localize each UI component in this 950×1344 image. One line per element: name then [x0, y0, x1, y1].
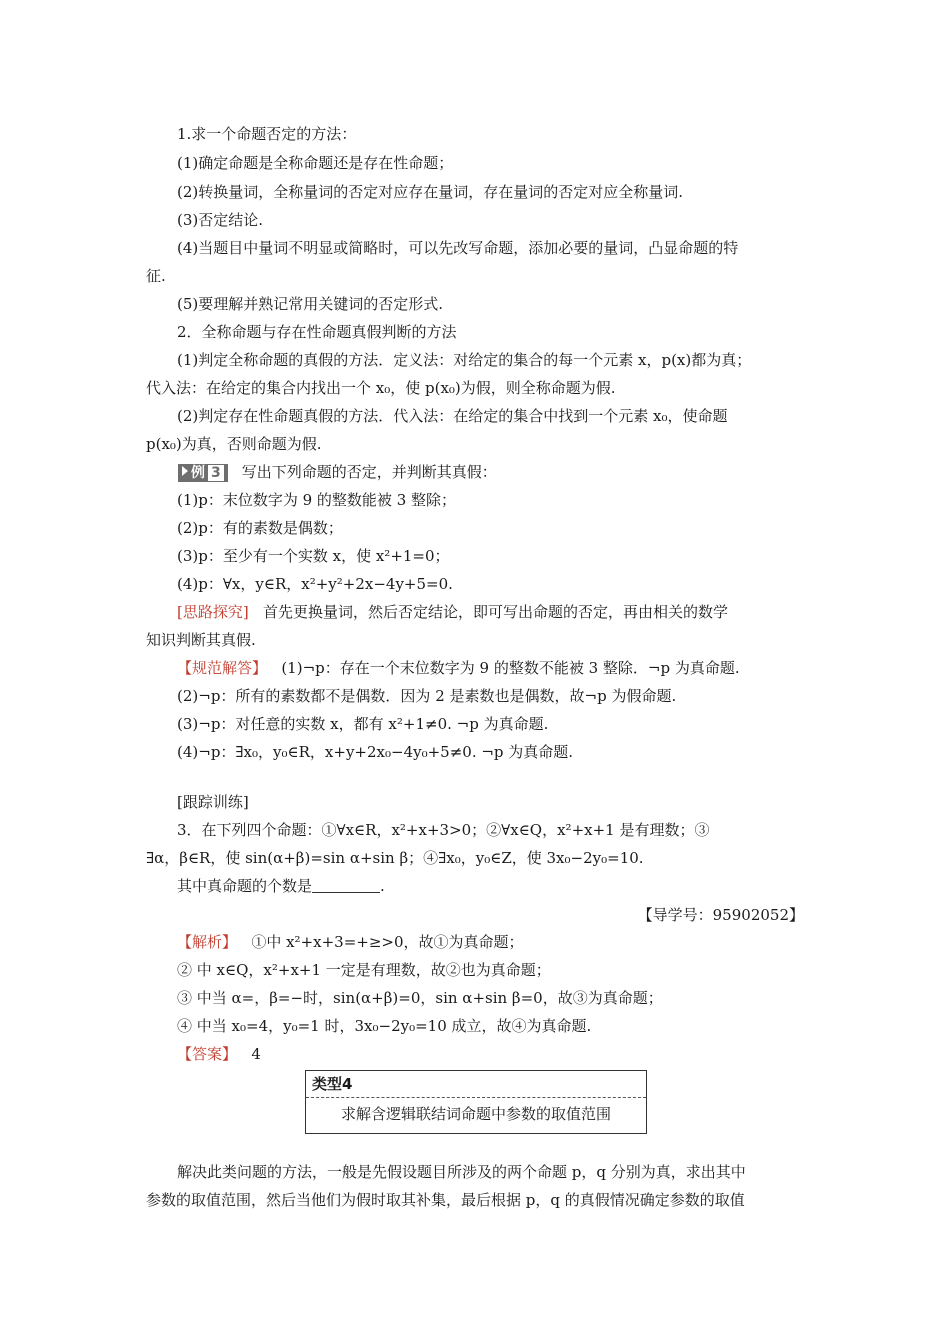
triangle-icon: [182, 466, 188, 476]
question-line: ∃α，β∈R，使 sin(α+β)=sin α+sin β；④∃x₀，y₀∈Z，使 3x₀−2y₀=10.: [146, 849, 644, 867]
analysis-line: ② 中 x∈Q，x²+x+1 一定是有理数，故②也为真命题；: [177, 961, 551, 979]
text-line: (2)转换量词，全称量词的否定对应存在量词，存在量词的否定对应全称量词.: [177, 183, 684, 201]
example-item: (1)p：末位数字为 9 的整数能被 3 整除；: [177, 491, 457, 509]
analysis-line: ④ 中当 x₀=4，y₀=1 时，3x₀−2y₀=10 成立，故④为真命题.: [177, 1017, 592, 1035]
solution-line: (2)¬p：所有的素数都不是偶数．因为 2 是素数也是偶数，故¬p 为假命题.: [177, 687, 677, 705]
text-line: 代入法：在给定的集合内找出一个 x₀，使 p(x₀)为假，则全称命题为假.: [146, 379, 616, 397]
solution-line: (4)¬p：∃x₀，y₀∈R，x+y+2x₀−4y₀+5≠0. ¬p 为真命题.: [177, 743, 574, 761]
idea-line: [思路探究] 首先更换量词，然后否定结论，即可写出命题的否定，再由相关的数学: [177, 603, 729, 621]
closing-line: 解决此类问题的方法，一般是先假设题目所涉及的两个命题 p，q 分别为真，求出其中: [177, 1163, 746, 1181]
type-box: [305, 1070, 647, 1134]
section-heading-2: 2．全称命题与存在性命题真假判断的方法: [177, 323, 457, 341]
analysis-line: ③ 中当 α=，β=−时，sin(α+β)=0，sin α+sin β=0，故③为真命题；: [177, 989, 663, 1007]
idea-line: 知识判断其真假.: [146, 631, 256, 649]
solution-line: 【规范解答】 (1)¬p：存在一个末位数字为 9 的整数不能被 3 整除．¬p 为真命题.: [177, 659, 740, 677]
text-line: (1)确定命题是全称命题还是存在性命题；: [177, 154, 454, 172]
text-line: (2)判定存在性命题真假的方法．代入法：在给定的集合中找到一个元素 x₀，使命题: [177, 407, 728, 425]
text-line: 征.: [146, 267, 166, 285]
solution-line: (3)¬p：对任意的实数 x，都有 x²+1≠0. ¬p 为真命题.: [177, 715, 549, 733]
type-box-head: 类型4: [306, 1071, 646, 1098]
guide-number: 【导学号：95902052】: [637, 906, 804, 924]
idea-tag: [思路探究]: [177, 603, 249, 621]
answer-blank: [312, 878, 380, 893]
answer-tag: 【答案】: [177, 1045, 238, 1063]
type-box-body: 求解含逻辑联结词命题中参数的取值范围: [340, 1105, 611, 1123]
example-item: (3)p：至少有一个实数 x，使 x²+1=0；: [177, 547, 450, 565]
example-badge: 例 3: [178, 464, 228, 482]
training-title: [跟踪训练]: [177, 793, 249, 811]
text-line: (3)否定结论.: [177, 211, 264, 229]
answer-line: 【答案】 4: [177, 1045, 261, 1063]
text-line: p(x₀)为真，否则命题为假.: [146, 435, 322, 453]
text-line: (5)要理解并熟记常用关键词的否定形式.: [177, 295, 444, 313]
example-item: (2)p：有的素数是偶数；: [177, 519, 343, 537]
closing-line: 参数的取值范围，然后当他们为假时取其补集，最后根据 p，q 的真假情况确定参数的取值: [146, 1191, 745, 1209]
solution-tag: 【规范解答】: [177, 659, 268, 677]
section-heading-1: 1.求一个命题否定的方法：: [177, 125, 357, 143]
question-line: 其中真命题的个数是 .: [177, 877, 385, 895]
question-line: 3．在下列四个命题：①∀x∈R，x²+x+3>0；②∀x∈Q，x²+x+1 是有理数；③: [177, 821, 710, 839]
text-line: (4)当题目中量词不明显或简略时，可以先改写命题，添加必要的量词，凸显命题的特: [177, 239, 739, 257]
example-prompt: 例 3 写出下列命题的否定，并判断其真假：: [178, 462, 838, 482]
analysis-tag: 【解析】: [177, 933, 238, 951]
example-item: (4)p：∀x，y∈R，x²+y²+2x−4y+5=0.: [177, 575, 453, 593]
text-line: (1)判定全称命题的真假的方法．定义法：对给定的集合的每一个元素 x，p(x)都为真；: [177, 351, 752, 369]
analysis-line: 【解析】 ①中 x²+x+3=+≥>0，故①为真命题；: [177, 933, 524, 951]
